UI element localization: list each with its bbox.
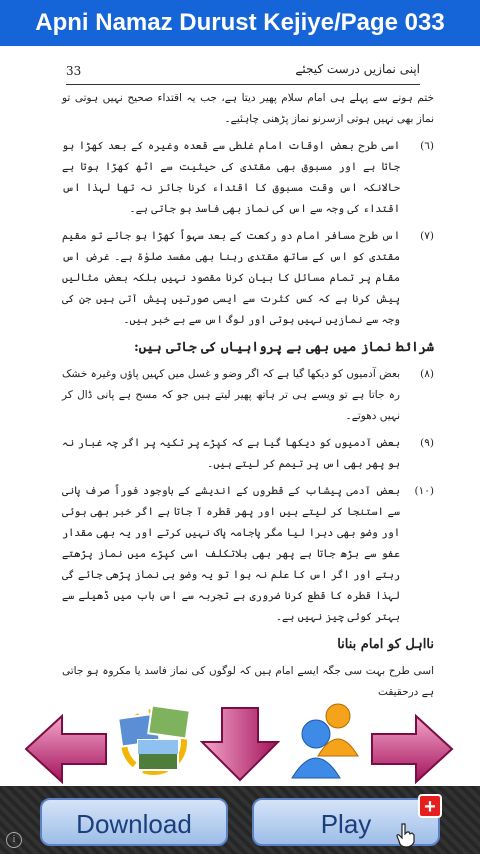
paragraph-text: بعض آدمی پیشاب کے قطروں کے اندیشے کے باوجود فوراً صرف پانی سے استنجا کر لیتے ہیں اور پھر قطرہ آ جاتا ہے اگر خبر بھی ہوئی اور وضو بھی دہرا لیا مگر پاجامہ پاک نہیں کرتے اور یہ بھی مقدار عفو سے بڑھ جاتا ہے پھر بھی بلاتکلف اسی کپڑے میں نماز پڑھتے رہتے اور اگر اس کا علم نہ ہوا تو یہ وضو ہی نماز پڑھی جائے گی لہذا قطرہ کا قطع کرنا ضروری ہے تجربہ سے اس باب میں ڈھیلے سے بہتر کوئی چیز نہیں ہے۔ <box>62 485 400 623</box>
paragraph-marker: (١٠) <box>414 485 434 497</box>
people-icon[interactable] <box>288 700 368 784</box>
subheading: نااہل کو امام بنانا <box>337 637 434 652</box>
prev-arrow-icon[interactable] <box>24 714 108 788</box>
paragraph-9 <box>62 433 434 475</box>
photo-gallery-icon[interactable] <box>112 702 196 784</box>
paragraph-text: بعض آدمیوں کو دیکھا گیا ہے کہ کپڑے پر تکیہ پر اگر چہ غبار نہ ہو پھر بھی اس پر تیمم کر لیتے ہیں۔ <box>62 437 400 470</box>
download-button[interactable]: Download <box>40 798 228 846</box>
paragraph-marker: (٨) <box>420 368 434 380</box>
paragraph-marker: (٦) <box>420 140 434 152</box>
info-icon[interactable]: i <box>6 832 22 848</box>
play-button[interactable]: Play <box>252 798 440 846</box>
paragraph-text: اس طرح مسافر امام دو رکعت کے بعد سہواً کھڑا ہو جائے تو مقیم مقتدی کو اس کے ساتھ مقتدی رہنا بھی مفسد صلوٰۃ ہے۔ غرض اس مقام پر تمام مسائل کا بیان کرنا مقصود نہیں بلکہ بعض مثالیں پیش کرنا ہے کہ کس کثرت سے ایسی صورتیں پیش آتی ہیں جن کی وجہ سے نمازیں نہیں ہوتی اور لوگ اس سے بے خبر ہیں۔ <box>62 230 400 326</box>
paragraph-8 <box>62 364 434 427</box>
next-arrow-icon[interactable] <box>370 714 454 788</box>
section-title: شرائط نماز میں بھی بے پرواہیاں کی جاتی ہیں: <box>134 340 434 355</box>
plus-badge: + <box>418 794 442 818</box>
page-number: 33 <box>66 64 82 78</box>
page-body <box>62 88 434 709</box>
navigation-bar <box>0 696 480 782</box>
paragraph-marker: (٧) <box>420 230 434 242</box>
down-arrow-icon[interactable] <box>200 706 280 786</box>
paragraph-text: اسی طرح بعض اوقات امام غلطی سے قعدہ وغیرہ کے بعد کھڑا ہو جاتا ہے اور مسبوق بھی مقتدی کی حیثیت سے اٹھ کھڑا ہوتا ہے حالانکہ اس وقت مسبوق کا اقتداء کرنا جائز نہ تھا لہذا اس اقتداء کی وجہ سے اس کی نماز بھی فاسد ہو جاتی ہے۔ <box>62 140 400 215</box>
paragraph-marker: (٩) <box>420 437 434 449</box>
paragraph-10 <box>62 481 434 628</box>
paragraph-7 <box>62 226 434 331</box>
last-line: اسی طرح بہت سی جگہ ایسے امام ہیں کہ لوگوں کی نماز فاسد یا مکروہ ہو جاتی ہے درحقیقت <box>62 665 434 698</box>
book-page <box>28 52 456 698</box>
paragraph-0: ختم ہونے سے پہلے ہی امام سلام پھیر دیتا ہے، جب یہ اقتداء صحیح نہیں ہوتی تو نماز بھی نہیں ہوتی ازسرنو نماز پڑھنی چاہئیے۔ <box>62 92 434 125</box>
page-header-title: اپنی نمازیں درست کیجئے <box>295 62 420 76</box>
paragraph-6 <box>62 136 434 220</box>
app-title-bar <box>0 0 480 46</box>
paragraph-text: بعض آدمیوں کو دیکھا گیا ہے کہ اگر وضو و غسل میں کہیں پاؤں وغیرہ خشک رہ جاتا ہے تو ویسے ہی تر ہاتھ پھیر لیتے ہیں جو کہ مسح ہے پانی ڈال کر نہیں دھوتے۔ <box>62 368 400 422</box>
app-title: Apni Namaz Durust Kejiye/Page 033 <box>35 9 445 36</box>
page-header <box>66 62 420 85</box>
hand-cursor-icon <box>394 822 418 852</box>
